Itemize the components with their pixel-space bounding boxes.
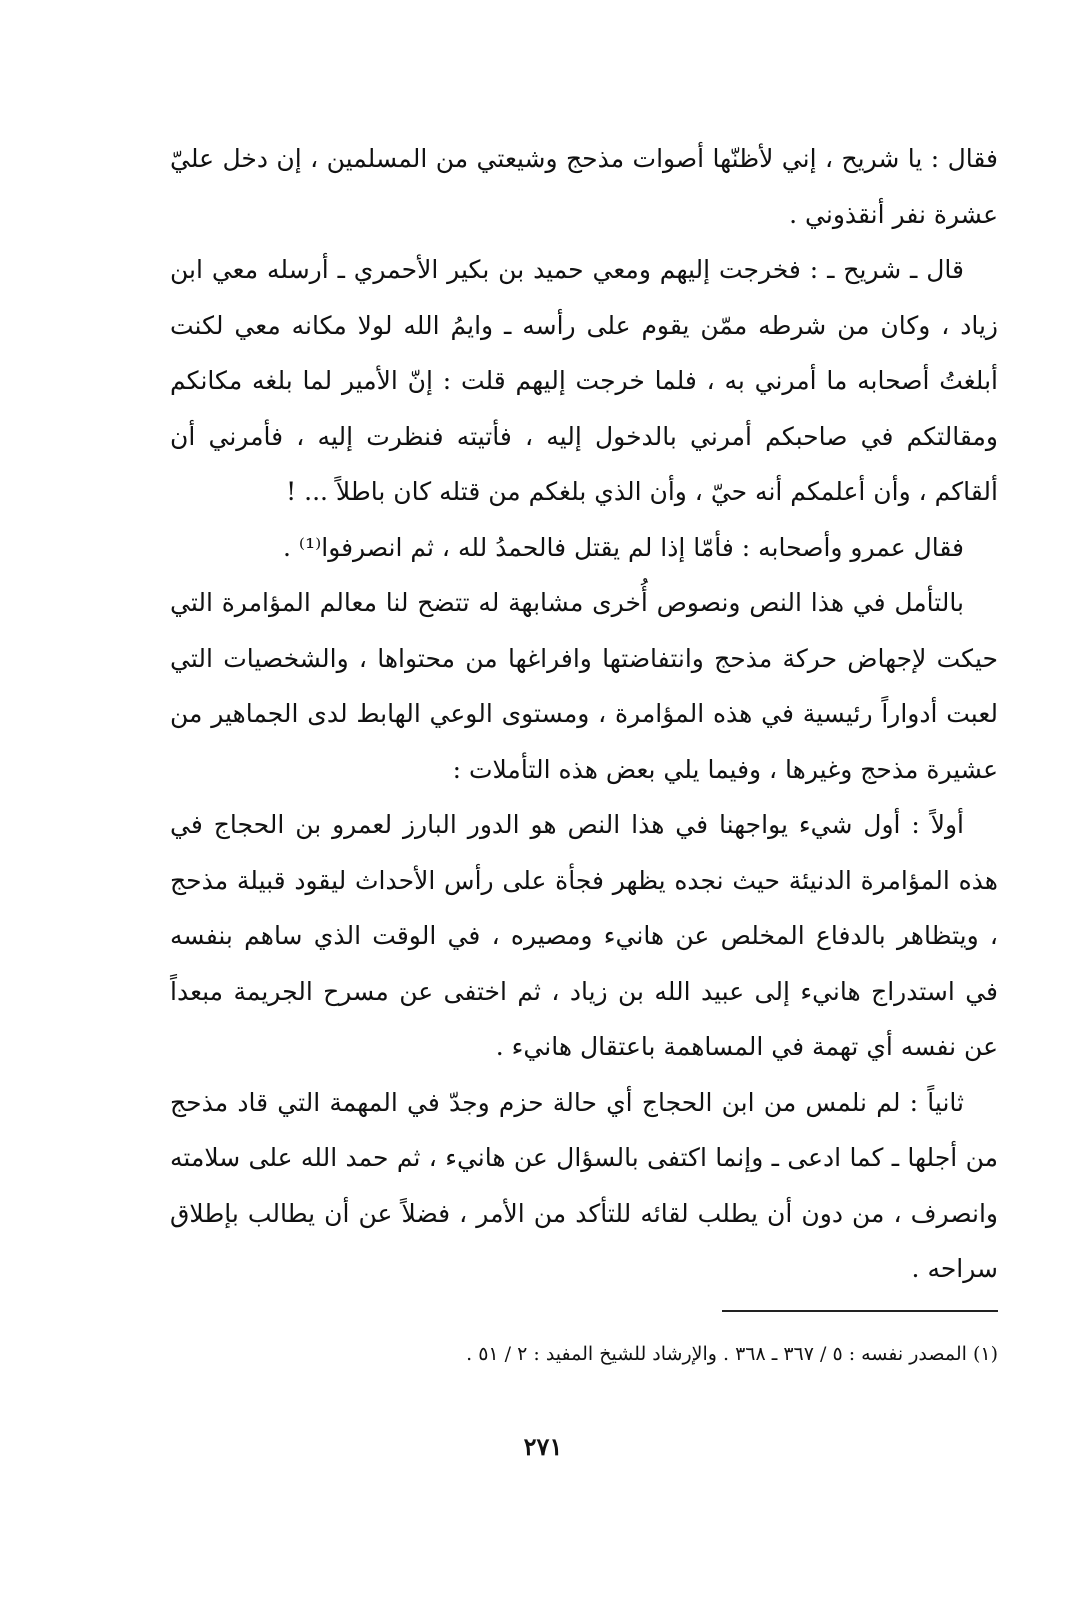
paragraph-6: ثانياً : لم نلمس من ابن الحجاج أي حالة حزم وجدّ في المهمة التي قاد مذحج من أجلها ـ كما ادعى ـ وإنما اكتفى بالسؤال عن هانيء ، ثم حمد الله على سلامته وانصرف ، من دون أن يطلب لقائه للتأكد من الأمر ، فضلاً عن أن يطالب بإطلاق سراحه .	[170, 1087, 998, 1283]
paragraph-5: أولاً : أول شيء يواجهنا في هذا النص هو الدور البارز لعمرو بن الحجاج في هذه المؤامرة الدنيئة حيث نجده يظهر فجأة على رأس الأحداث ليقود قبيلة مذحج ، ويتظاهر بالدفاع المخلص عن هانيء ومصيره ، في الوقت الذي ساهم بنفسه في استدراج هانيء إلى عبيد الله بن زياد ، ثم اختفى عن مسرح الجريمة مبعداً عن نفسه أي تهمة في المساهمة باعتقال هانيء .	[170, 810, 998, 1061]
page-number: ٢٧١	[523, 1432, 563, 1461]
paragraph-2: قال ـ شريح ـ : فخرجت إليهم ومعي حميد بن بكير الأحمري ـ أرسله معي ابن زياد ، وكان من شرطه ممّن يقوم على رأسه ـ وايمُ الله لولا مكانه معي لكنت أبلغتُ أصحابه ما أمرني به ، فلما خرجت إليهم قلت : إنّ الأمير لما بلغه مكانكم ومقالتكم في صاحبكم أمرني بالدخول إليه ، فأتيته فنظرت إليه ، فأمرني أن ألقاكم ، وأن أعلمكم أنه حيّ ، وأن الذي بلغكم من قتله كان باطلاً ... !	[170, 255, 998, 506]
footnote-divider	[722, 1310, 998, 1312]
paragraph-1: فقال : يا شريح ، إني لأظنّها أصوات مذحج وشيعتي من المسلمين ، إن دخل عليّ عشرة نفر أنقذوني .	[170, 144, 998, 229]
paragraph-4: بالتأمل في هذا النص ونصوص أُخرى مشابهة له تتضح لنا معالم المؤامرة التي حيكت لإجهاض حركة مذحج وانتفاضتها وافراغها من محتواها ، والشخصيات التي لعبت أدواراً رئيسية في هذه المؤامرة ، ومستوى الوعي الهابط لدى الجماهير من عشيرة مذحج وغيرها ، وفيما يلي بعض هذه التأملات :	[170, 588, 998, 784]
footnote: (١) المصدر نفسه : ٥ / ٣٦٧ ـ ٣٦٨ . والإرشاد للشيخ المفيد : ٢ / ٥١ .	[466, 1343, 998, 1365]
paragraph-3: فقال عمرو وأصحابه : فأمّا إذا لم يقتل فالحمدُ لله ، ثم انصرفوا⁽¹⁾ .	[283, 532, 964, 562]
main-text	[170, 131, 998, 1297]
